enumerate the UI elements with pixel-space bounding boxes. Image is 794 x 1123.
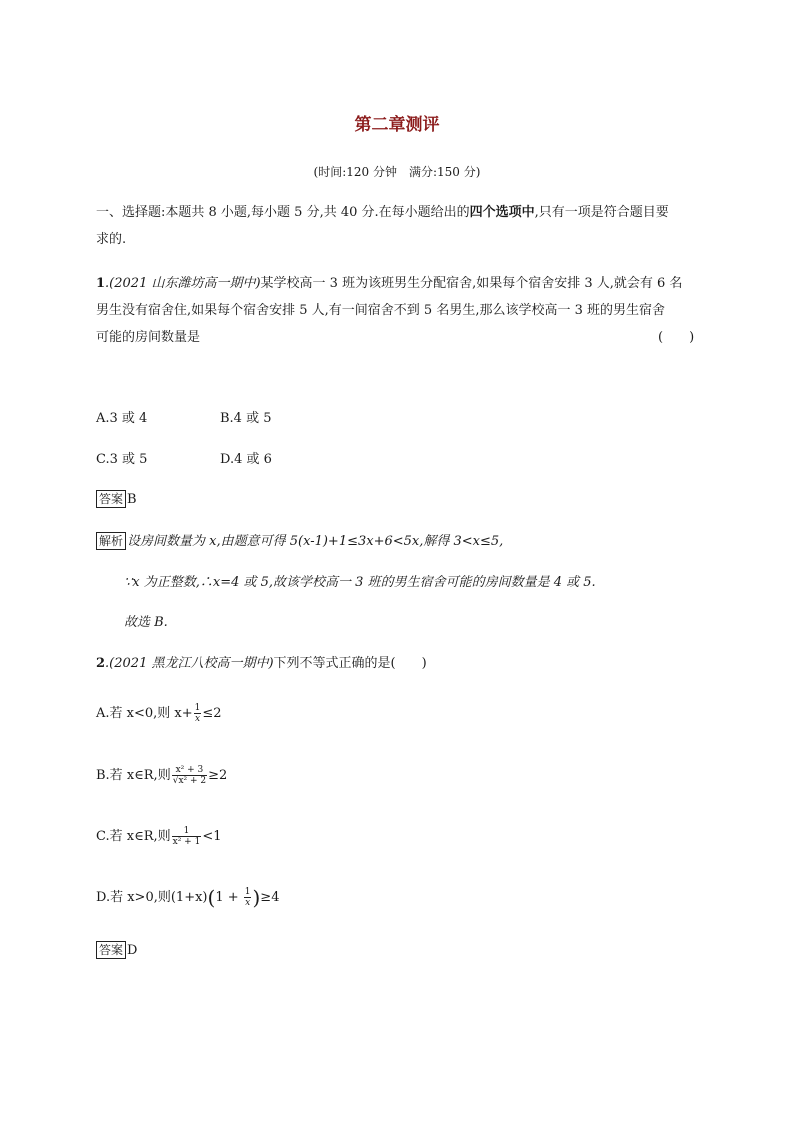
- q2-optA-den: x: [194, 714, 201, 724]
- q2-answer-value: D: [127, 943, 138, 958]
- q2-optB-den: √x² + 2: [172, 776, 207, 786]
- q1-option-a: A.3 或 4: [96, 411, 148, 426]
- q1-line3: 可能的房间数量是: [96, 330, 201, 345]
- q2-optD-inner: 1 +: [215, 890, 243, 905]
- q1-analysis-line1: 设房间数量为 x,由题意可得 5(x-1)+1≤3x+6<5x,解得 3<x≤5,: [127, 534, 504, 549]
- q2-optD-lparen: (: [207, 885, 216, 910]
- q2-optC-post: <1: [202, 829, 222, 844]
- q2-optA-post: ≤2: [202, 706, 222, 721]
- q1-analysis: [96, 532, 503, 552]
- q2-optD-den: x: [245, 898, 251, 908]
- exam-info: (时间:120 分钟 满分:150 分): [313, 165, 481, 179]
- q1-text1: 某学校高一 3 班为该班男生分配宿舍,如果每个宿舍安排 3 人,就会有 6 名: [260, 276, 683, 291]
- q2-optD-pre: D.若 x>0,则(1+x): [96, 890, 208, 905]
- q2-optD-num: 1: [244, 887, 251, 897]
- answer-tag: 答案: [96, 941, 126, 959]
- q1-line2: 男生没有宿舍住,如果每个宿舍安排 5 人,有一间宿舍不到 5 名男生,那么该学校高一 3 班的男生宿舍: [96, 303, 666, 318]
- q2-stem-text: 下列不等式正确的是( ): [273, 656, 427, 671]
- q2-optB-fraction: [172, 765, 207, 786]
- section-text-1: 一、选择题:本题共 8 小题,每小题 5 分,共 40 分.在每小题给出的: [96, 205, 470, 220]
- q1-option-c: C.3 或 5: [96, 452, 148, 467]
- q2-optA-pre: A.若 x<0,则 x+: [96, 706, 193, 721]
- q2-optC-den: x² + 1: [172, 837, 201, 847]
- q2-source: .(2021 黑龙江八校高一期中): [105, 656, 274, 671]
- q2-optB-pre: B.若 x∈R,则: [96, 768, 171, 783]
- q1-option-b: B.4 或 5: [220, 411, 272, 426]
- q2-option-d: [96, 887, 279, 908]
- q2-optB-num: x² + 3: [172, 765, 207, 776]
- q2-optC-num: 1: [172, 826, 202, 837]
- section-text-bold: 四个选项中: [469, 205, 535, 220]
- q1-analysis-line2: ∵x 为正整数,∴x=4 或 5,故该学校高一 3 班的男生宿舍可能的房间数量是 4 或 5.: [124, 575, 596, 590]
- analysis-tag: 解析: [96, 532, 126, 550]
- page-title: 第二章测评: [354, 115, 440, 135]
- section-instruction: [96, 203, 669, 223]
- q1-answer-blank: ( ): [658, 330, 695, 345]
- q1-source: .(2021 山东潍坊高一期中): [105, 276, 261, 291]
- q2-optD-post: ≥4: [260, 890, 280, 905]
- q2-stem: [96, 654, 427, 674]
- q1-answer-value: B: [127, 492, 137, 507]
- q1-option-d: D.4 或 6: [220, 452, 272, 467]
- q2-answer: [96, 941, 137, 961]
- section-text-2: ,只有一项是符合题目要: [534, 205, 669, 220]
- q1-line1: [96, 274, 682, 294]
- q1-number: 1: [96, 276, 106, 291]
- q2-option-a: [96, 703, 222, 724]
- q1-answer: [96, 490, 137, 510]
- q2-optC-pre: C.若 x∈R,则: [96, 829, 171, 844]
- q2-optB-post: ≥2: [208, 768, 228, 783]
- q2-optD-fraction: [244, 887, 252, 908]
- q2-number: 2: [96, 656, 106, 671]
- q2-optA-num: 1: [194, 703, 201, 713]
- q2-optA-fraction: [194, 703, 202, 724]
- q2-optC-fraction: [172, 826, 202, 847]
- section-instruction-line2: 求的.: [96, 232, 127, 247]
- q2-option-c: [96, 826, 221, 847]
- q2-optD-rparen: ): [252, 885, 261, 910]
- q2-option-b: [96, 765, 227, 786]
- q1-analysis-line3: 故选 B.: [124, 615, 168, 630]
- answer-tag: 答案: [96, 490, 126, 508]
